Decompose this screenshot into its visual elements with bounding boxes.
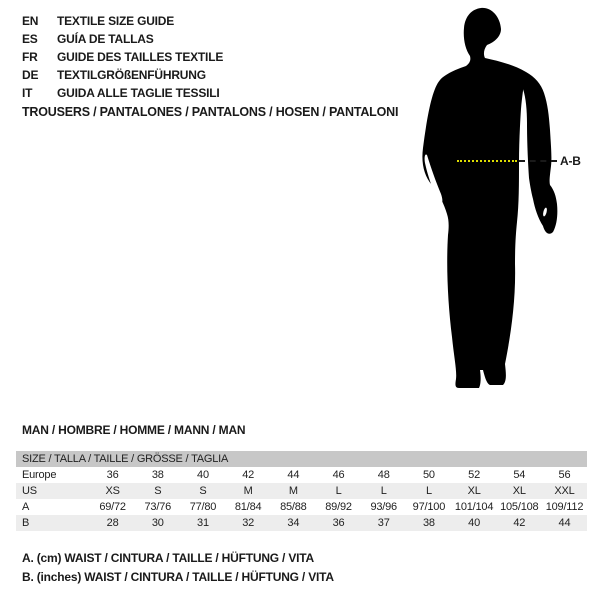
table-cell: XS [105, 485, 120, 497]
language-label: TEXTILGRÖßENFÜHRUNG [57, 68, 206, 82]
language-code: FR [22, 50, 38, 64]
row-label: US [22, 485, 37, 497]
table-row [16, 467, 587, 483]
table-cell: 93/96 [370, 501, 397, 513]
waist-measure-dashed-line [519, 160, 557, 162]
language-label: GUIDA ALLE TAGLIE TESSILI [57, 86, 220, 100]
table-cell: L [425, 485, 432, 497]
table-cell: 30 [151, 517, 164, 529]
row-label: A [22, 501, 30, 513]
language-list [0, 12, 420, 102]
language-row [0, 66, 420, 84]
table-cell: M [243, 485, 253, 497]
language-row [0, 30, 420, 48]
language-row [0, 48, 420, 66]
table-cell: 32 [242, 517, 255, 529]
table-cell: 31 [197, 517, 209, 529]
table-row [16, 483, 587, 499]
table-cell: XL [512, 485, 526, 497]
table-cell: 36 [332, 517, 345, 529]
man-silhouette-right-arm [522, 72, 557, 234]
table-cell: 34 [287, 517, 300, 529]
table-cell: 73/76 [144, 501, 172, 513]
gender-section-title: MAN / HOMBRE / HOMME / MANN / MAN [22, 423, 246, 437]
language-label: GUIDE DES TAILLES TEXTILE [57, 50, 224, 64]
table-cell: S [154, 485, 162, 497]
table-cell: 85/88 [280, 501, 307, 513]
table-cell: 37 [377, 517, 390, 529]
language-code: IT [22, 86, 33, 100]
table-cell: XL [467, 485, 481, 497]
table-cell: 97/100 [412, 501, 446, 513]
table-cell: 101/104 [454, 501, 494, 513]
measure-label-ab: A-B [560, 154, 581, 168]
man-silhouette-figure [415, 5, 565, 395]
garment-type-title: TROUSERS / PANTALONES / PANTALONS / HOSEN / PANTALONI [22, 105, 399, 119]
table-cell: M [288, 485, 298, 497]
table-cell: 44 [287, 469, 300, 481]
table-cell: 77/80 [189, 501, 217, 513]
table-cell: 36 [106, 469, 119, 481]
language-label: TEXTILE SIZE GUIDE [57, 14, 175, 28]
size-table-header: SIZE / TALLA / TAILLE / GRÖSSE / TAGLIA [16, 451, 587, 467]
footnote: B. (inches) WAIST / CINTURA / TAILLE / HÜFTUNG / VITA [22, 570, 334, 584]
footnote: A. (cm) WAIST / CINTURA / TAILLE / HÜFTUNG / VITA [22, 551, 314, 565]
table-cell: 42 [513, 517, 526, 529]
table-cell: 46 [332, 469, 345, 481]
language-row [0, 84, 420, 102]
language-row [0, 12, 420, 30]
table-cell: 50 [422, 469, 435, 481]
size-table-body [16, 467, 587, 531]
table-row [16, 499, 587, 515]
row-label: B [22, 517, 30, 529]
row-label: Europe [22, 469, 57, 481]
table-cell: S [199, 485, 207, 497]
table-cell: 42 [242, 469, 255, 481]
table-cell: 38 [422, 517, 435, 529]
table-cell: L [335, 485, 342, 497]
table-cell: 89/92 [325, 501, 352, 513]
table-cell: L [380, 485, 387, 497]
table-cell: 105/108 [500, 501, 539, 513]
language-code: DE [22, 68, 39, 82]
table-cell: 28 [106, 517, 119, 529]
table-cell: 69/72 [99, 501, 126, 513]
table-cell: 81/84 [234, 501, 262, 513]
man-silhouette [415, 5, 565, 395]
table-cell: 52 [468, 469, 481, 481]
table-row [16, 515, 587, 531]
size-table [16, 451, 587, 531]
language-code: EN [22, 14, 39, 28]
table-cell: 54 [513, 469, 526, 481]
table-cell: XXL [554, 485, 575, 497]
footnotes [22, 551, 334, 589]
table-cell: 40 [197, 469, 209, 481]
language-code: ES [22, 32, 38, 46]
table-cell: 38 [151, 469, 164, 481]
language-label: GUÍA DE TALLAS [57, 32, 154, 46]
table-cell: 56 [558, 469, 571, 481]
table-cell: 40 [468, 517, 481, 529]
table-cell: 44 [558, 517, 571, 529]
waist-measure-dotted-line [457, 160, 517, 162]
table-cell: 48 [377, 469, 390, 481]
table-cell: 109/112 [545, 501, 584, 513]
